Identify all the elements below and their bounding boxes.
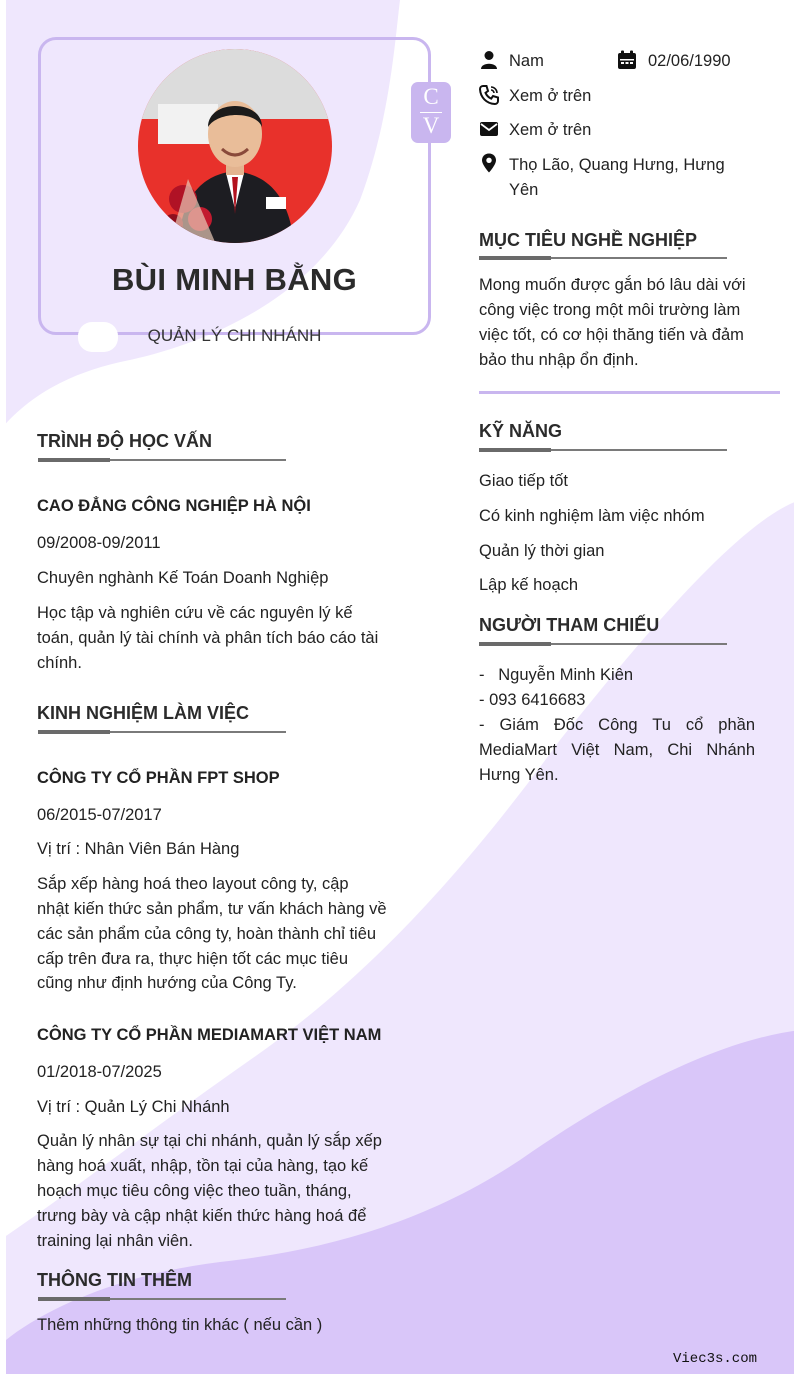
- references-underline: [479, 643, 727, 645]
- education-major: Chuyên nghành Kế Toán Doanh Nghiệp: [37, 569, 329, 587]
- additional-info-title: THÔNG TIN THÊM: [37, 1270, 192, 1290]
- avatar-photo: [138, 49, 332, 243]
- job-desc-line: hoạch mục tiêu công việc theo tuần, tháng,: [37, 1182, 352, 1200]
- reference-phone: - 093 6416683: [479, 691, 586, 709]
- references-block: [479, 663, 755, 788]
- job-desc-line: cũng như định hướng của Công Ty.: [37, 974, 297, 992]
- job-desc-line: training lại nhân viên.: [37, 1232, 193, 1250]
- career-goal-title: MỤC TIÊU NGHỀ NGHIỆP: [479, 230, 698, 250]
- job-desc-line: Sắp xếp hàng hoá theo layout công ty, cập: [37, 875, 349, 893]
- cv-badge: [411, 82, 451, 143]
- experience-title: KINH NGHIỆM LÀM VIỆC: [37, 703, 250, 723]
- skills-underline: [479, 449, 727, 451]
- reference-position: - Giám Đốc Công Tu cổ phần MediaMart Việt Nam, Chi Nhánh Hưng Yên.: [479, 716, 755, 784]
- career-goal-line-2: công việc trong một môi trường làm: [479, 301, 741, 319]
- avatar: [138, 49, 332, 243]
- education-underline: [38, 459, 286, 461]
- references-title: NGƯỜI THAM CHIẾU: [479, 615, 660, 635]
- address-line-1: Thọ Lão, Quang Hưng, Hưng: [509, 156, 725, 174]
- education-desc-line: toán, quản lý tài chính và phân tích báo cáo tài: [37, 629, 379, 647]
- birthday-text: 02/06/1990: [648, 52, 731, 70]
- phone-text: Xem ở trên: [509, 87, 592, 105]
- person-icon: [479, 50, 499, 70]
- job-company: CÔNG TY CỔ PHẦN MEDIAMART VIỆT NAM: [37, 1026, 382, 1044]
- cv-badge-v: V: [422, 113, 440, 138]
- reference-name: - Nguyễn Minh Kiên: [479, 666, 634, 684]
- job-desc-line: hàng hoá xuất, nhập, tồn tại của hàng, tạo kế: [37, 1157, 369, 1175]
- education-period: 09/2008-09/2011: [37, 534, 161, 552]
- experience-underline: [38, 731, 286, 733]
- phone-icon: [479, 85, 499, 105]
- job-desc-line: nhật kiến thức sản phẩm, tư vấn khách hàng về: [37, 900, 387, 918]
- job-desc-line: cấp trên đưa ra, thực hiện tốt các mục tiêu: [37, 950, 348, 968]
- career-goal-line-1: Mong muốn được gắn bó lâu dài với: [479, 276, 746, 294]
- cv-badge-c: C: [423, 84, 439, 109]
- skill-item: Có kinh nghiệm làm việc nhóm: [479, 507, 705, 525]
- skill-item: Giao tiếp tốt: [479, 472, 568, 490]
- skill-item: Quản lý thời gian: [479, 542, 605, 560]
- address-line-2: Yên: [509, 181, 539, 199]
- education-desc-line: Học tập và nghiên cứu về các nguyên lý kế: [37, 604, 353, 622]
- job-company: CÔNG TY CỔ PHẦN FPT SHOP: [37, 769, 280, 787]
- job-position: Vị trí : Nhân Viên Bán Hàng: [37, 840, 240, 858]
- location-pin-icon: [479, 153, 499, 173]
- education-desc-line: chính.: [37, 654, 82, 672]
- skills-title: KỸ NĂNG: [479, 421, 563, 441]
- calendar-icon: [617, 50, 637, 70]
- email-icon: [479, 119, 499, 139]
- career-goal-line-4: bảo thu nhập ổn định.: [479, 351, 639, 369]
- education-school: CAO ĐẲNG CÔNG NGHIỆP HÀ NỘI: [37, 497, 311, 515]
- education-title: TRÌNH ĐỘ HỌC VẤN: [37, 431, 212, 451]
- additional-info-underline: [38, 1298, 286, 1300]
- gender-text: Nam: [509, 52, 544, 70]
- candidate-job-title: QUẢN LÝ CHI NHÁNH: [147, 326, 322, 345]
- career-goal-line-3: việc tốt, có cơ hội thăng tiến và đảm: [479, 326, 744, 344]
- job-desc-line: trưng bày và cập nhật kiến thức hàng hoá để: [37, 1207, 367, 1225]
- job-position: Vị trí : Quản Lý Chi Nhánh: [37, 1098, 230, 1116]
- footer-brand: Viec3s.com: [673, 1351, 758, 1367]
- additional-info-text: Thêm những thông tin khác ( nếu cần ): [37, 1316, 323, 1334]
- job-desc-line: các sản phẩm của công ty, hoàn thành chỉ tiêu: [37, 925, 377, 943]
- job-desc-line: Quản lý nhân sự tại chi nhánh, quản lý sắp xếp: [37, 1132, 382, 1150]
- skill-item: Lập kế hoạch: [479, 576, 579, 594]
- career-goal-underline: [479, 257, 727, 259]
- candidate-name: BÙI MINH BẰNG: [112, 262, 357, 297]
- job-period: 06/2015-07/2017: [37, 806, 162, 824]
- job-period: 01/2018-07/2025: [37, 1063, 162, 1081]
- email-text: Xem ở trên: [509, 121, 592, 139]
- section-divider: [479, 391, 780, 394]
